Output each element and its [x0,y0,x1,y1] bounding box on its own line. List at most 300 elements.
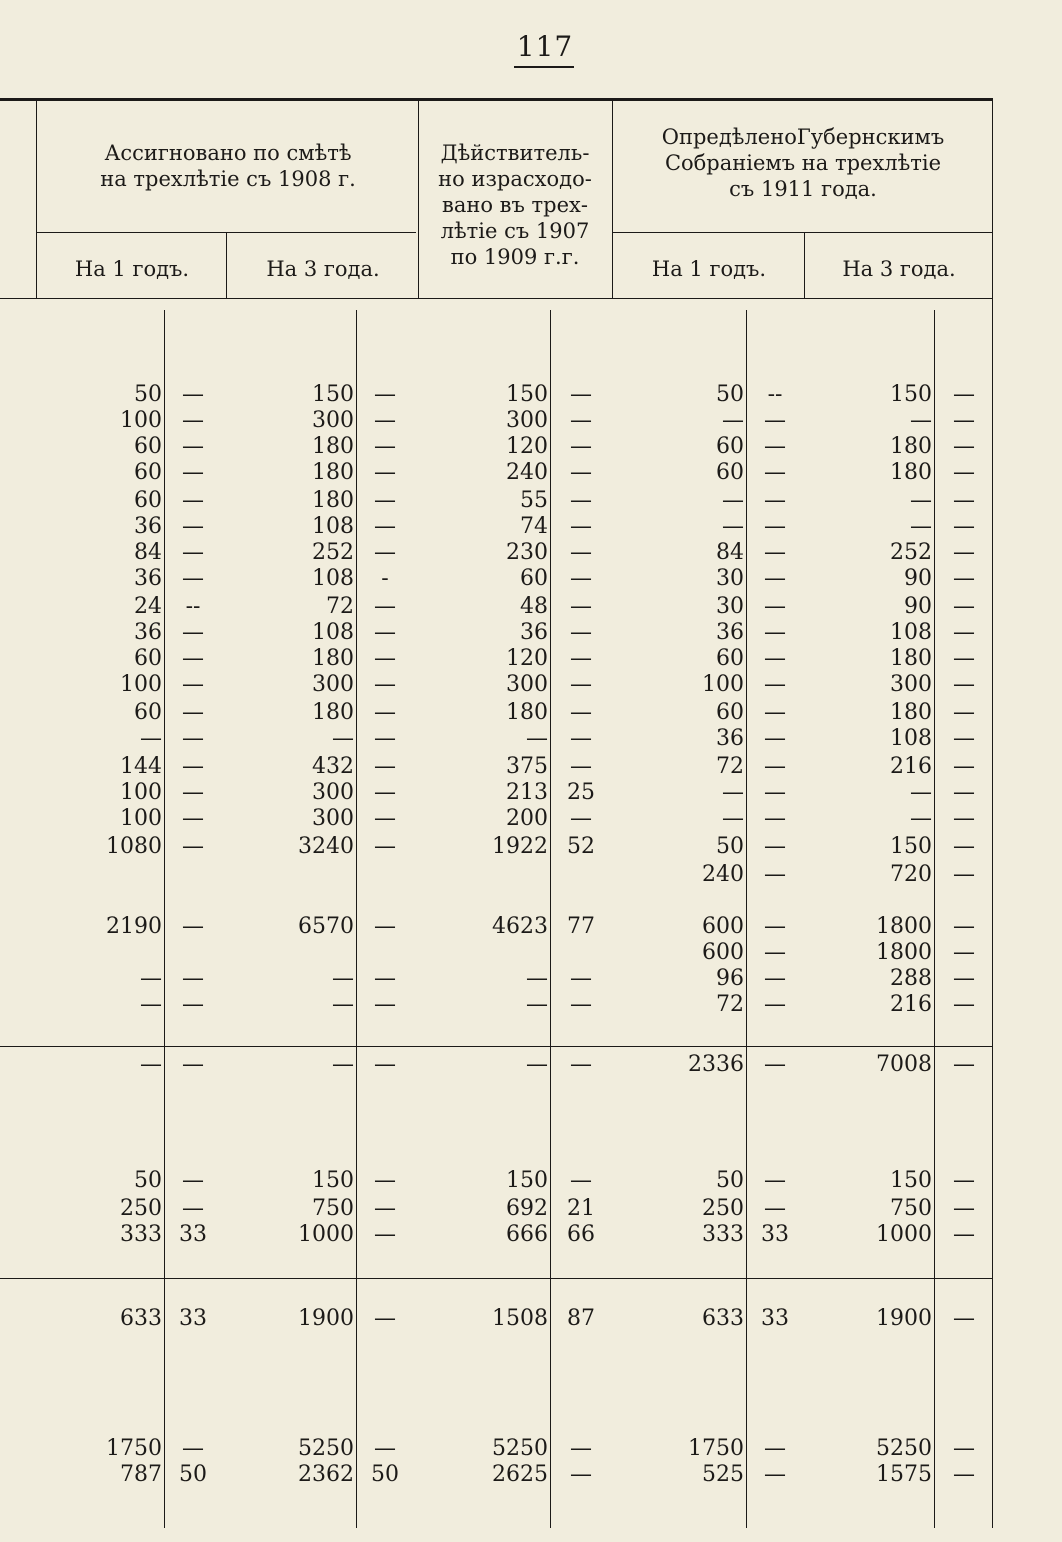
cell-determined-3yr-kop: — [953,1306,975,1331]
cell-determined-3yr-kop: — [953,940,975,965]
cell-determined-3yr-kop: — [953,672,975,697]
cell-assigned-1yr-rub: 2190 [106,914,162,939]
cell-determined-1yr-rub: 50 [716,834,744,859]
cell-actual-rub: 150 [506,1168,548,1193]
cell-assigned-3yr-rub [228,862,354,888]
cell-determined-1yr-rub: 84 [716,540,744,565]
cell-assigned-3yr-rub: 3240 [298,834,354,859]
cell-determined-3yr-rub: 720 [890,862,932,887]
cell-actual-rub: 300 [506,408,548,433]
cell-assigned-1yr-kop: — [182,834,204,859]
cell-assigned-1yr-rub: 100 [120,672,162,697]
cell-actual-rub: 55 [520,488,548,513]
cell-determined-1yr-rub: 72 [716,992,744,1017]
cell-actual-rub: 240 [506,460,548,485]
cell-assigned-1yr-rub: 250 [120,1196,162,1221]
cell-determined-3yr-kop: — [953,834,975,859]
cell-assigned-3yr-kop [362,940,408,966]
cell-determined-1yr-rub: 240 [702,862,744,887]
header-divider-2 [418,98,419,298]
cell-determined-3yr-rub: — [910,780,932,805]
cell-determined-1yr-kop: — [764,700,786,725]
cell-actual-rub [420,862,548,888]
cell-assigned-3yr-kop: — [374,1168,396,1193]
cell-determined-1yr-kop: — [764,862,786,887]
cell-actual-rub: 300 [506,672,548,697]
cell-assigned-3yr-kop: — [374,672,396,697]
cell-determined-1yr-rub: 30 [716,566,744,591]
cell-assigned-3yr-rub: 180 [312,646,354,671]
cell-determined-1yr-kop: — [764,966,786,991]
header-per-3-years-1908: На 3 года. [266,257,380,281]
cell-assigned-3yr-rub: 1900 [298,1306,354,1331]
cell-determined-3yr-rub: 216 [890,992,932,1017]
cell-determined-3yr-rub: 150 [890,1168,932,1193]
cell-actual-kop: 87 [567,1306,595,1331]
cell-determined-3yr-kop: — [953,514,975,539]
col-rule-b1-kop [746,310,747,1528]
cell-determined-1yr-rub: 30 [716,594,744,619]
cell-assigned-3yr-rub: 300 [312,806,354,831]
cell-determined-3yr-kop: — [953,966,975,991]
cell-assigned-3yr-kop: — [374,488,396,513]
header-determined-1911: ОпредѣленоГубернскимъ Собраніемъ на трехлѣтіе съ 1911 года. [661,125,945,201]
cell-determined-1yr-rub: — [722,408,744,433]
cell-determined-1yr-kop: — [764,1462,786,1487]
cell-assigned-1yr-rub [36,862,162,888]
cell-assigned-3yr-kop: — [374,594,396,619]
table-top-rule [0,98,992,101]
cell-assigned-3yr-kop: — [374,1052,396,1077]
cell-determined-1yr-kop: -- [767,382,783,407]
cell-determined-3yr-rub: 108 [890,620,932,645]
cell-actual-kop [556,862,606,888]
cell-assigned-1yr-rub: 50 [134,1168,162,1193]
cell-assigned-1yr-kop: 33 [179,1222,207,1247]
cell-assigned-3yr-kop: — [374,700,396,725]
cell-determined-1yr-rub: 333 [702,1222,744,1247]
cell-determined-3yr-kop: — [953,1436,975,1461]
cell-determined-1yr-rub: 50 [716,382,744,407]
cell-actual-kop: — [570,1168,592,1193]
cell-assigned-1yr-rub: 36 [134,514,162,539]
cell-assigned-3yr-kop: — [374,646,396,671]
cell-determined-3yr-kop: — [953,620,975,645]
cell-determined-1yr-kop: — [764,460,786,485]
cell-determined-1yr-kop: 33 [761,1222,789,1247]
cell-determined-1yr-kop: — [764,780,786,805]
cell-determined-1yr-rub: 1750 [688,1436,744,1461]
header-divider-3 [612,98,613,298]
cell-assigned-3yr-kop: — [374,754,396,779]
cell-actual-rub: — [526,726,548,751]
cell-determined-3yr-rub: 216 [890,754,932,779]
cell-determined-1yr-rub: 36 [716,726,744,751]
cell-determined-1yr-rub: 525 [702,1462,744,1487]
cell-assigned-1yr-rub: 1750 [106,1436,162,1461]
cell-assigned-1yr-rub: — [140,726,162,751]
cell-assigned-3yr-rub: 180 [312,700,354,725]
cell-actual-rub: 180 [506,700,548,725]
cell-actual-kop: — [570,1436,592,1461]
cell-actual-kop: — [570,700,592,725]
cell-determined-3yr-rub: 1900 [876,1306,932,1331]
cell-determined-3yr-kop: — [953,754,975,779]
cell-determined-1yr-kop: — [764,594,786,619]
cell-assigned-1yr-rub: 333 [120,1222,162,1247]
cell-assigned-3yr-kop: — [374,382,396,407]
cell-actual-rub [420,940,548,966]
cell-assigned-3yr-kop: — [374,620,396,645]
cell-actual-kop: — [570,514,592,539]
cell-determined-1yr-kop: — [764,806,786,831]
cell-actual-rub: 1508 [492,1306,548,1331]
cell-determined-3yr-kop: — [953,594,975,619]
col-rule-a1-kop [164,310,165,1528]
cell-assigned-3yr-rub: — [332,1052,354,1077]
cell-determined-3yr-rub: — [910,806,932,831]
cell-actual-rub: — [526,992,548,1017]
cell-actual-kop: — [570,620,592,645]
cell-assigned-1yr-kop: — [182,992,204,1017]
cell-determined-3yr-rub: 300 [890,672,932,697]
cell-determined-3yr-rub: — [910,408,932,433]
cell-actual-kop: 77 [567,914,595,939]
cell-assigned-3yr-kop: — [374,1196,396,1221]
cell-actual-kop: — [570,806,592,831]
cell-actual-rub: 230 [506,540,548,565]
table-right-rule [992,98,993,1528]
cell-assigned-1yr-rub [36,940,162,966]
cell-actual-kop: — [570,488,592,513]
cell-determined-1yr-rub: 60 [716,434,744,459]
cell-assigned-3yr-kop: — [374,514,396,539]
cell-actual-kop: — [570,566,592,591]
cell-actual-rub: 2625 [492,1462,548,1487]
cell-assigned-1yr-kop: — [182,1196,204,1221]
page-number-underline [514,66,574,68]
cell-actual-rub: 200 [506,806,548,831]
header-divider-1 [226,232,227,298]
cell-determined-3yr-kop: — [953,1052,975,1077]
cell-determined-3yr-rub: — [910,514,932,539]
cell-assigned-3yr-rub: — [332,992,354,1017]
cell-assigned-3yr-rub: 300 [312,672,354,697]
cell-actual-kop: — [570,672,592,697]
cell-determined-3yr-rub: 1800 [876,940,932,965]
cell-assigned-3yr-rub: 180 [312,434,354,459]
cell-actual-rub: 4623 [492,914,548,939]
cell-determined-1yr-rub: 60 [716,700,744,725]
cell-assigned-1yr-rub: 50 [134,382,162,407]
cell-determined-1yr-kop: — [764,566,786,591]
header-per-1-year-1911: На 1 годъ. [651,257,767,281]
cell-determined-3yr-rub: 90 [904,566,932,591]
cell-actual-rub: 666 [506,1222,548,1247]
page-number: 117 [516,30,574,63]
cell-actual-rub: 213 [506,780,548,805]
cell-determined-1yr-kop: — [764,1436,786,1461]
header-divider-4 [804,232,805,298]
cell-determined-3yr-kop: — [953,1196,975,1221]
cell-assigned-1yr-rub: 60 [134,488,162,513]
cell-assigned-1yr-kop: -- [185,594,201,619]
section-rule-1 [0,1046,992,1047]
cell-determined-3yr-kop: — [953,488,975,513]
cell-determined-3yr-kop: — [953,566,975,591]
cell-assigned-3yr-kop: — [374,1306,396,1331]
cell-assigned-3yr-kop: — [374,834,396,859]
cell-assigned-3yr-rub: 150 [312,382,354,407]
col-rule-b3-kop [934,310,935,1528]
cell-actual-rub: 74 [520,514,548,539]
cell-determined-3yr-kop: — [953,806,975,831]
cell-assigned-3yr-kop: 50 [371,1462,399,1487]
cell-actual-rub: 1922 [492,834,548,859]
cell-assigned-1yr-kop: — [182,620,204,645]
cell-assigned-1yr-kop: 33 [179,1306,207,1331]
cell-actual-kop: — [570,726,592,751]
cell-assigned-1yr-kop: — [182,914,204,939]
cell-determined-1yr-kop: — [764,488,786,513]
cell-actual-kop: 66 [567,1222,595,1247]
cell-assigned-1yr-rub: 60 [134,460,162,485]
cell-determined-3yr-rub: 1575 [876,1462,932,1487]
cell-assigned-1yr-kop: — [182,408,204,433]
header-assigned-1908: Ассигновано по смѣтѣ на трехлѣтіе съ 1908 г. [100,141,356,191]
cell-determined-3yr-kop: — [953,1168,975,1193]
cell-determined-1yr-kop: — [764,726,786,751]
cell-determined-3yr-kop: — [953,914,975,939]
cell-assigned-3yr-rub: 300 [312,780,354,805]
cell-assigned-3yr-kop: — [374,1436,396,1461]
cell-determined-3yr-kop: — [953,408,975,433]
cell-determined-3yr-rub: 180 [890,700,932,725]
cell-determined-1yr-kop: — [764,1168,786,1193]
cell-assigned-3yr-kop: — [374,966,396,991]
cell-determined-1yr-rub: 100 [702,672,744,697]
cell-determined-3yr-rub: 180 [890,646,932,671]
cell-actual-kop: 21 [567,1196,595,1221]
cell-determined-3yr-rub: 150 [890,834,932,859]
cell-assigned-1yr-kop: — [182,806,204,831]
cell-determined-1yr-kop: — [764,620,786,645]
cell-assigned-3yr-rub: — [332,966,354,991]
cell-assigned-3yr-kop: — [374,992,396,1017]
cell-determined-3yr-rub: 1000 [876,1222,932,1247]
cell-assigned-1yr-kop: — [182,966,204,991]
cell-assigned-1yr-rub: 60 [134,434,162,459]
cell-assigned-1yr-rub: 100 [120,780,162,805]
cell-determined-1yr-kop: — [764,434,786,459]
cell-assigned-3yr-kop: — [374,914,396,939]
cell-assigned-1yr-rub: 24 [134,594,162,619]
cell-determined-1yr-kop: — [764,940,786,965]
cell-actual-rub: 36 [520,620,548,645]
table-left-rule [36,98,37,298]
cell-determined-1yr-rub: 2336 [688,1052,744,1077]
cell-determined-3yr-kop: — [953,862,975,887]
cell-assigned-1yr-rub: 144 [120,754,162,779]
table-header-bottom-rule [0,298,992,299]
cell-assigned-3yr-rub: 750 [312,1196,354,1221]
cell-assigned-1yr-rub: 100 [120,408,162,433]
cell-assigned-3yr-rub: 252 [312,540,354,565]
cell-assigned-1yr-kop: — [182,488,204,513]
cell-actual-rub: 150 [506,382,548,407]
cell-determined-1yr-kop: — [764,834,786,859]
cell-assigned-1yr-rub: 36 [134,566,162,591]
cell-determined-3yr-rub: — [910,488,932,513]
cell-assigned-1yr-rub: 633 [120,1306,162,1331]
cell-assigned-3yr-rub [228,940,354,966]
header-subrule-right [612,232,992,233]
cell-determined-1yr-rub: 72 [716,754,744,779]
cell-actual-rub: 692 [506,1196,548,1221]
cell-assigned-3yr-kop: - [381,566,389,591]
cell-assigned-3yr-rub: 108 [312,620,354,645]
cell-actual-kop: — [570,434,592,459]
cell-determined-3yr-kop: — [953,382,975,407]
cell-determined-3yr-rub: 7008 [876,1052,932,1077]
cell-assigned-3yr-rub: 72 [326,594,354,619]
cell-determined-3yr-kop: — [953,646,975,671]
header-per-1-year-1908: На 1 годъ. [74,257,190,281]
cell-assigned-1yr-kop: — [182,672,204,697]
cell-determined-1yr-kop: — [764,408,786,433]
cell-determined-1yr-rub: 36 [716,620,744,645]
cell-determined-1yr-rub: 60 [716,460,744,485]
cell-determined-1yr-rub: — [722,806,744,831]
cell-assigned-3yr-rub: 180 [312,488,354,513]
cell-assigned-3yr-rub: 150 [312,1168,354,1193]
cell-determined-1yr-kop: 33 [761,1306,789,1331]
cell-determined-1yr-rub: 600 [702,940,744,965]
header-per-3-years-1911: На 3 года. [842,257,956,281]
col-rule-a3-kop [356,310,357,1528]
cell-determined-3yr-rub: 288 [890,966,932,991]
cell-actual-kop: 25 [567,780,595,805]
cell-actual-kop: — [570,594,592,619]
cell-determined-3yr-rub: 180 [890,460,932,485]
cell-assigned-1yr-kop: — [182,780,204,805]
cell-assigned-1yr-kop: — [182,700,204,725]
cell-determined-1yr-rub: — [722,780,744,805]
cell-assigned-1yr-kop: — [182,646,204,671]
cell-assigned-1yr-kop: — [182,1168,204,1193]
cell-assigned-3yr-kop: — [374,726,396,751]
cell-determined-3yr-rub: 150 [890,382,932,407]
cell-assigned-1yr-rub: 1080 [106,834,162,859]
cell-determined-1yr-rub: 633 [702,1306,744,1331]
cell-actual-kop: — [570,646,592,671]
cell-assigned-1yr-kop: — [182,726,204,751]
cell-actual-kop: — [570,1052,592,1077]
cell-assigned-1yr-rub: 60 [134,700,162,725]
cell-actual-rub: 5250 [492,1436,548,1461]
cell-assigned-3yr-rub: 108 [312,566,354,591]
cell-determined-1yr-kop: — [764,514,786,539]
cell-assigned-1yr-kop: — [182,754,204,779]
cell-determined-1yr-rub: 600 [702,914,744,939]
cell-determined-1yr-kop: — [764,992,786,1017]
cell-assigned-1yr-kop [170,940,216,966]
cell-assigned-3yr-kop: — [374,434,396,459]
cell-assigned-1yr-rub: — [140,992,162,1017]
cell-determined-3yr-rub: 1800 [876,914,932,939]
cell-determined-3yr-kop: — [953,1222,975,1247]
cell-determined-3yr-kop: — [953,780,975,805]
cell-assigned-1yr-rub: 100 [120,806,162,831]
cell-determined-1yr-kop: — [764,540,786,565]
cell-determined-1yr-rub: 50 [716,1168,744,1193]
cell-determined-3yr-rub: 252 [890,540,932,565]
cell-assigned-3yr-rub: 432 [312,754,354,779]
cell-actual-kop: — [570,1462,592,1487]
cell-actual-rub: 120 [506,646,548,671]
cell-assigned-1yr-kop [170,862,216,888]
cell-assigned-1yr-kop: — [182,514,204,539]
cell-assigned-1yr-rub: 36 [134,620,162,645]
cell-assigned-3yr-kop: — [374,540,396,565]
cell-assigned-3yr-rub: 2362 [298,1462,354,1487]
cell-assigned-3yr-kop: — [374,460,396,485]
cell-determined-3yr-kop: — [953,540,975,565]
cell-actual-rub: 120 [506,434,548,459]
cell-determined-1yr-rub: 60 [716,646,744,671]
cell-assigned-1yr-kop: 50 [179,1462,207,1487]
cell-determined-3yr-kop: — [953,726,975,751]
cell-assigned-3yr-kop: — [374,806,396,831]
cell-actual-rub: 48 [520,594,548,619]
cell-assigned-3yr-rub: 180 [312,460,354,485]
cell-actual-rub: 60 [520,566,548,591]
cell-assigned-3yr-kop: — [374,408,396,433]
cell-actual-kop: — [570,540,592,565]
cell-actual-kop: 52 [567,834,595,859]
cell-assigned-1yr-kop: — [182,434,204,459]
cell-determined-1yr-kop: — [764,646,786,671]
cell-actual-kop: — [570,992,592,1017]
header-actual-1907-1909: Дѣйствитель- но израсходо- вано въ трех- лѣтіе съ 1907 по 1909 г.г. [438,141,592,269]
cell-assigned-1yr-kop: — [182,566,204,591]
cell-determined-3yr-kop: — [953,1462,975,1487]
cell-determined-3yr-rub: 90 [904,594,932,619]
cell-assigned-1yr-kop: — [182,1052,204,1077]
cell-assigned-1yr-kop: — [182,382,204,407]
cell-assigned-3yr-rub: 5250 [298,1436,354,1461]
cell-actual-rub: — [526,1052,548,1077]
cell-determined-3yr-kop: — [953,700,975,725]
cell-actual-kop: — [570,966,592,991]
cell-assigned-1yr-rub: — [140,1052,162,1077]
cell-determined-1yr-rub: — [722,488,744,513]
cell-assigned-1yr-kop: — [182,540,204,565]
cell-determined-3yr-rub: 108 [890,726,932,751]
cell-assigned-3yr-rub: 6570 [298,914,354,939]
cell-assigned-1yr-rub: 60 [134,646,162,671]
cell-actual-kop: — [570,460,592,485]
cell-determined-3yr-rub: 180 [890,434,932,459]
cell-actual-rub: — [526,966,548,991]
cell-actual-kop [556,940,606,966]
cell-determined-1yr-kop: — [764,1052,786,1077]
cell-determined-1yr-kop: — [764,914,786,939]
cell-assigned-3yr-rub: 1000 [298,1222,354,1247]
cell-actual-kop: — [570,754,592,779]
cell-determined-1yr-kop: — [764,1196,786,1221]
cell-determined-3yr-kop: — [953,460,975,485]
